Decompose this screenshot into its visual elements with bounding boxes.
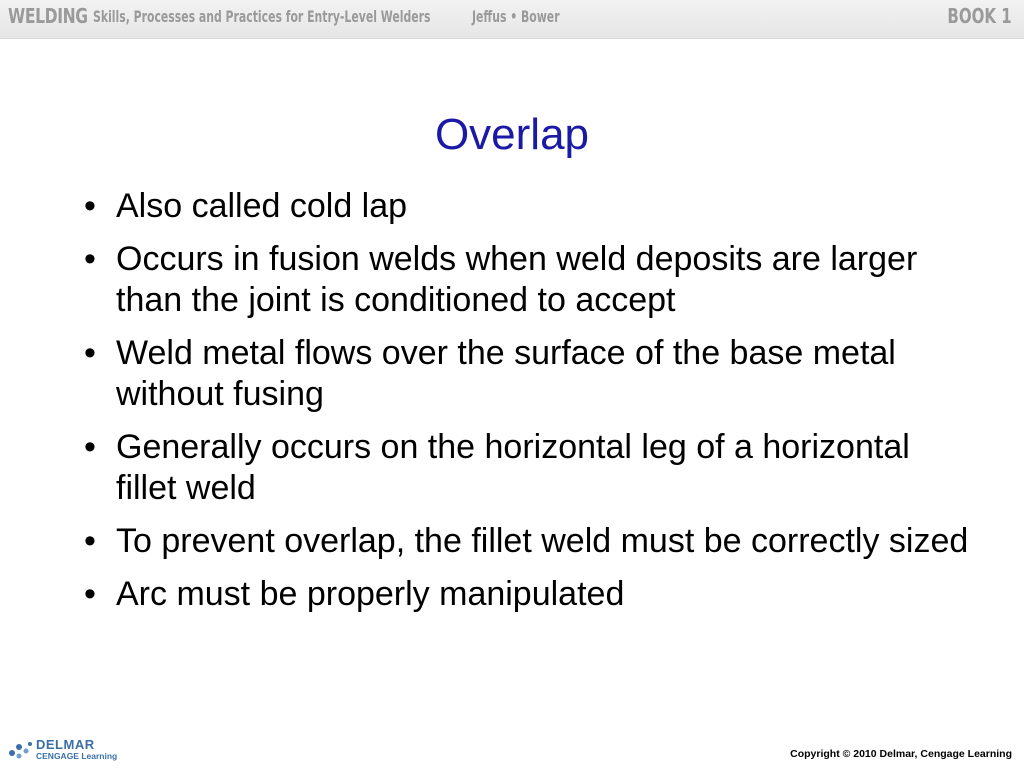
bullet-item: • Weld metal flows over the surface of the base metal without fusing <box>74 333 974 415</box>
bullet-list <box>74 186 974 627</box>
header-subtitle: Skills, Processes and Practices for Entry-Level Welders <box>93 7 431 26</box>
header-brand: WELDING <box>8 4 88 28</box>
header-bar <box>0 0 1024 39</box>
header-book-label: BOOK 1 <box>947 4 1012 28</box>
bullet-item: • Arc must be properly manipulated <box>74 574 974 615</box>
delmar-logo <box>6 735 166 765</box>
bullet-item: • Generally occurs on the horizontal leg of a horizontal fillet weld <box>74 427 974 509</box>
logo-subtext: CENGAGE Learning <box>36 751 118 761</box>
bullet-item: • To prevent overlap, the fillet weld must be correctly sized <box>74 521 974 562</box>
copyright-notice: Copyright © 2010 Delmar, Cengage Learning <box>790 748 1012 760</box>
bullet-item: • Also called cold lap <box>74 186 974 227</box>
bullet-item: • Occurs in fusion welds when weld deposits are larger than the joint is conditioned to accept <box>74 239 974 321</box>
delmar-logo-icon <box>6 739 34 761</box>
slide-title: Overlap <box>434 110 590 159</box>
header-authors: Jeffus • Bower <box>472 7 560 26</box>
logo-name: DELMAR <box>36 737 95 752</box>
